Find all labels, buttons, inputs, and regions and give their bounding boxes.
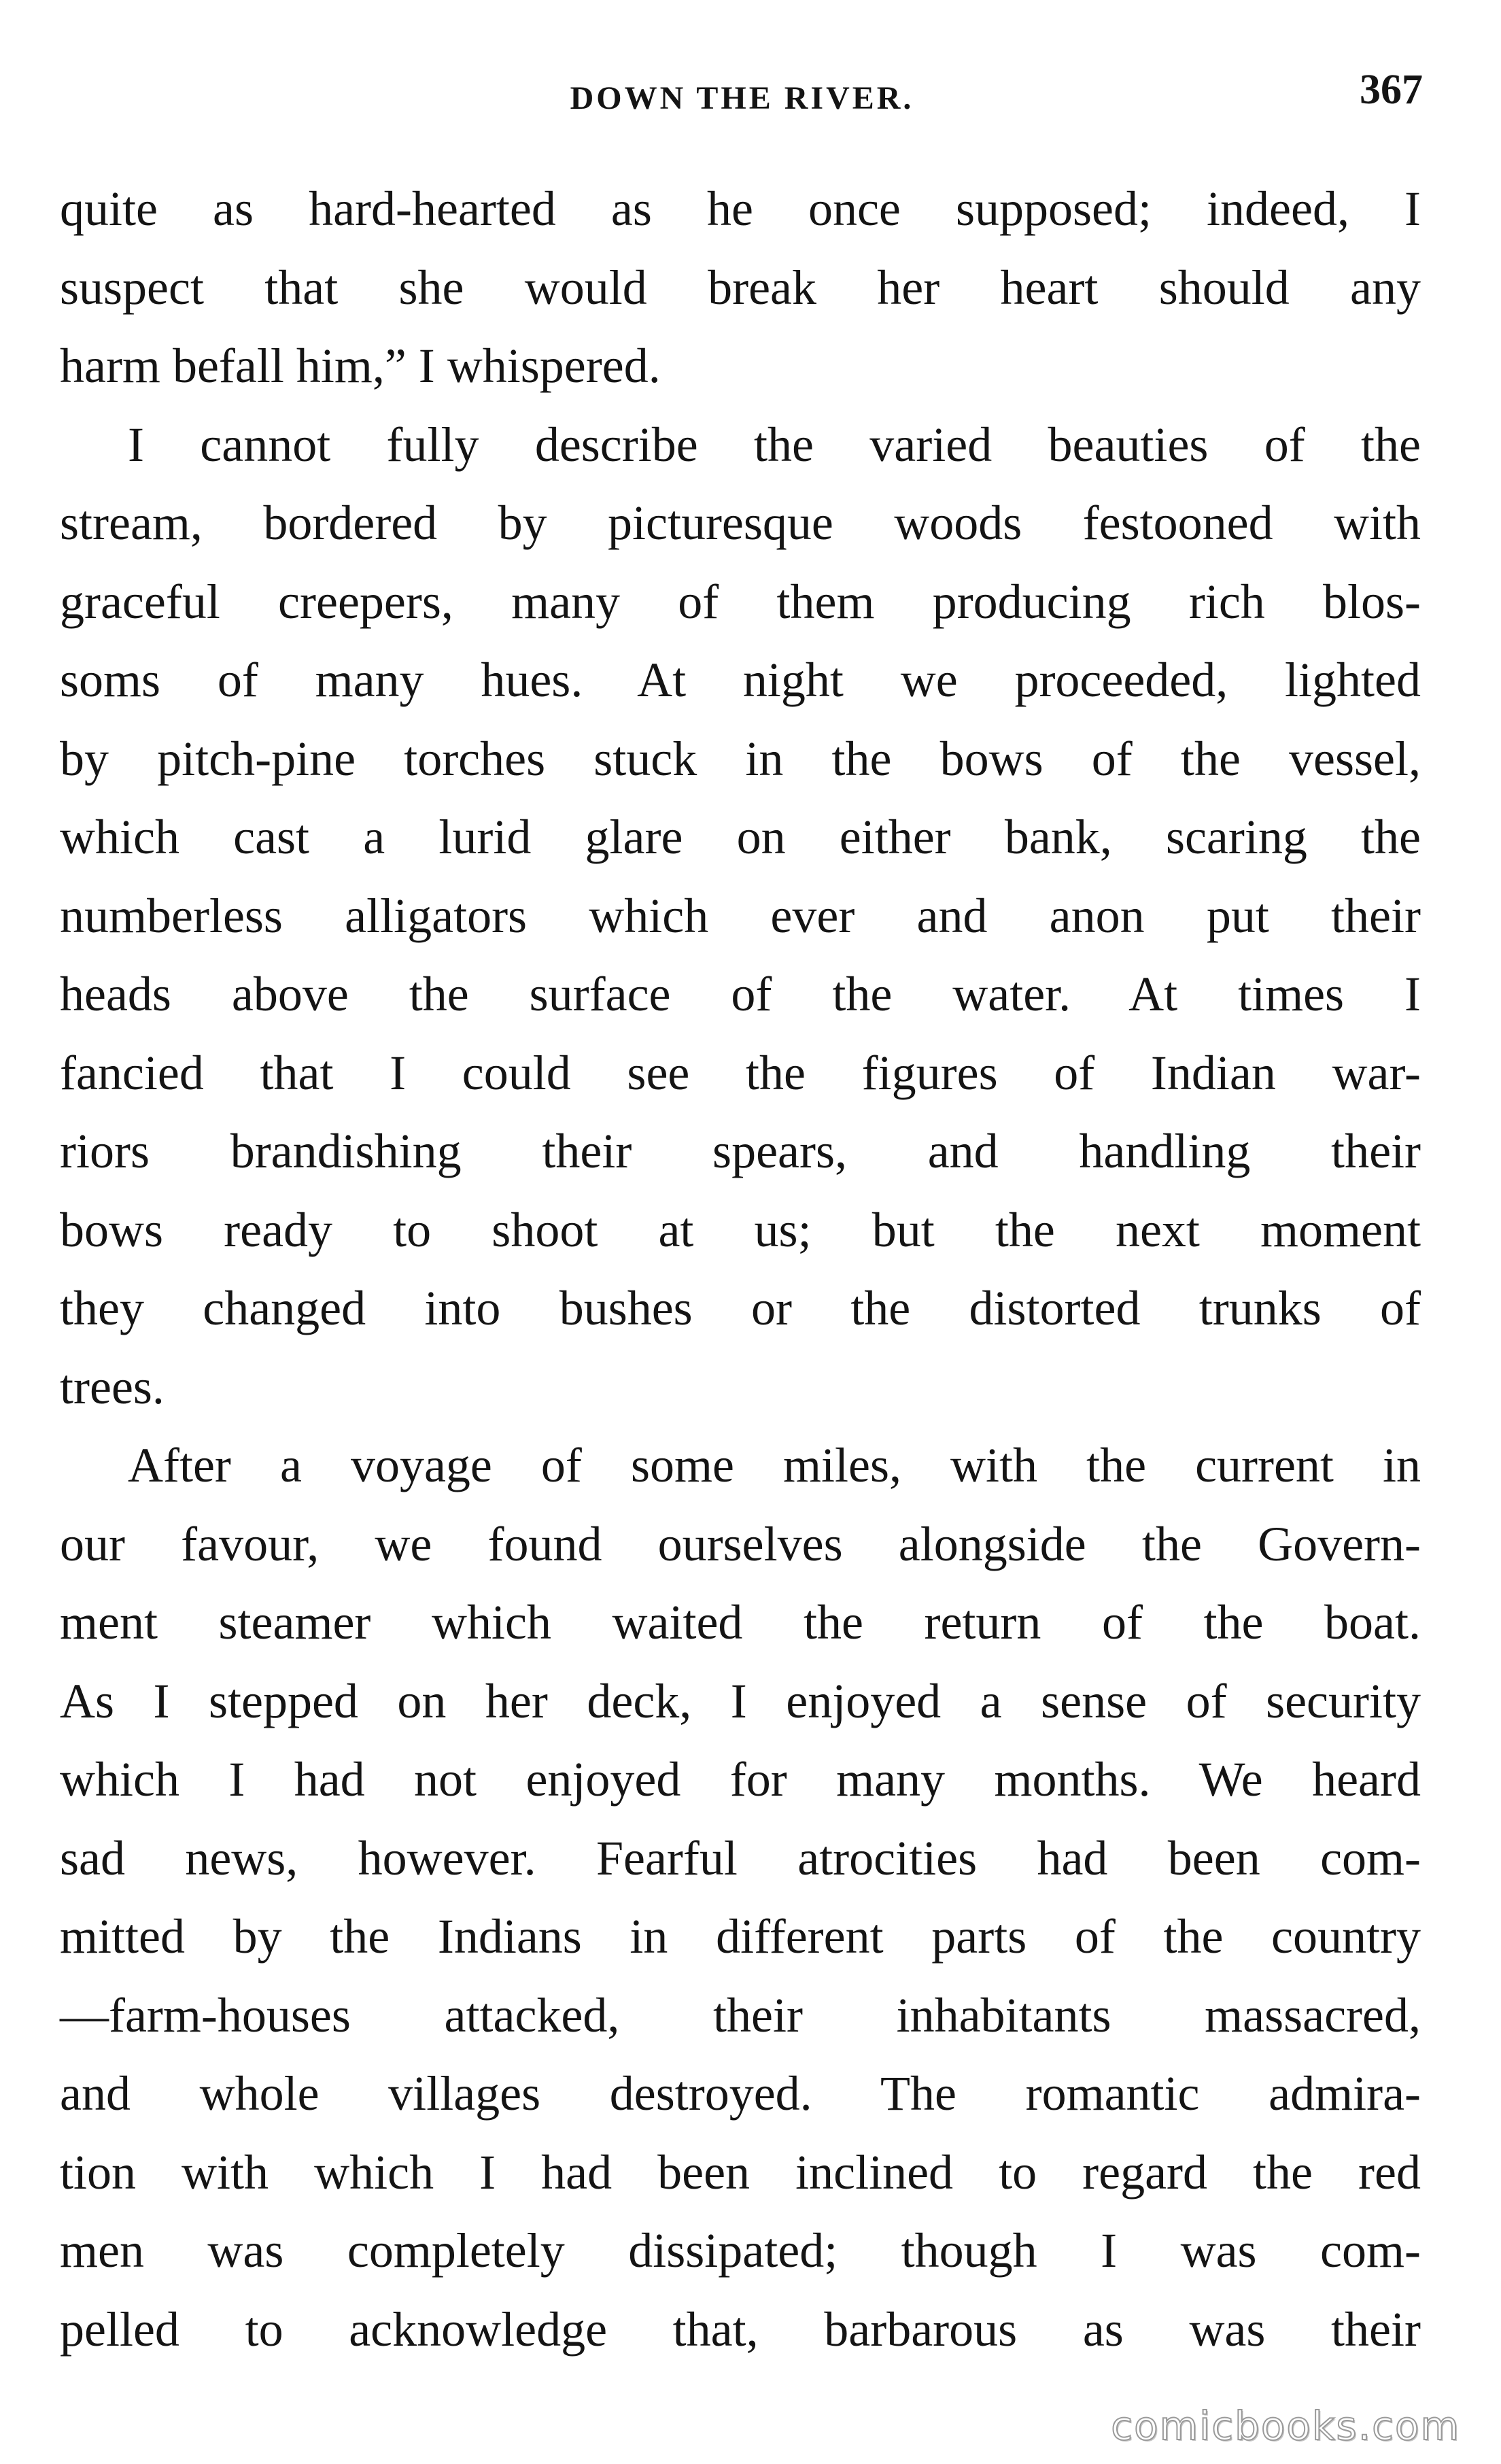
text-line: heads above the surface of the water. At times I [60, 967, 1421, 1021]
text-line: quite as hard-hearted as he once supposed; indeed, I [60, 182, 1421, 236]
watermark: comicbooks.com [1111, 2403, 1460, 2449]
text-line: mitted by the Indians in different parts of the country [60, 1909, 1421, 1964]
text-line: men was completely dissipated; though I was com- [60, 2223, 1421, 2278]
text-line: bows ready to shoot at us; but the next moment [60, 1202, 1421, 1257]
text-line: our favour, we found ourselves alongside the Govern- [60, 1516, 1421, 1571]
text-line: which I had not enjoyed for many months. We heard [60, 1752, 1421, 1807]
text-line: stream, bordered by picturesque woods festooned with [60, 496, 1421, 550]
text-line: they changed into bushes or the distorted trunks of [60, 1281, 1421, 1335]
text-line: After a voyage of some miles, with the current in [128, 1438, 1421, 1492]
text-line: which cast a lurid glare on either bank, scaring the [60, 810, 1421, 864]
text-line: —farm-houses attacked, their inhabitants massacred, [60, 1987, 1421, 2042]
text-line: pelled to acknowledge that, barbarous as was their [60, 2302, 1421, 2357]
text-line: numberless alligators which ever and anon put their [60, 888, 1421, 943]
text-line: I cannot fully describe the varied beauties of the [128, 417, 1421, 472]
text-line: ment steamer which waited the return of the boat. [60, 1595, 1421, 1649]
page-number: 367 [1360, 67, 1423, 113]
text-line: and whole villages destroyed. The romantic admira- [60, 2066, 1421, 2121]
text-line: suspect that she would break her heart should any [60, 260, 1421, 315]
text-line: harm befall him,” I whispered. [60, 339, 661, 393]
text-line: riors brandishing their spears, and handling their [60, 1124, 1421, 1178]
text-line: fancied that I could see the figures of Indian war- [60, 1045, 1421, 1100]
text-line: by pitch-pine torches stuck in the bows of the vessel, [60, 731, 1421, 786]
text-line: sad news, however. Fearful atrocities had been com- [60, 1830, 1421, 1885]
text-line: soms of many hues. At night we proceeded, lighted [60, 653, 1421, 707]
text-line: tion with which I had been inclined to regard the red [60, 2144, 1421, 2200]
text-line: graceful creepers, many of them producing rich blos- [60, 574, 1421, 629]
running-title: DOWN THE RIVER. [570, 80, 914, 116]
text-line: trees. [60, 1359, 165, 1414]
body-text [60, 170, 1421, 2369]
text-line: As I stepped on her deck, I enjoyed a sense of security [60, 1673, 1421, 1728]
running-head [61, 65, 1423, 126]
